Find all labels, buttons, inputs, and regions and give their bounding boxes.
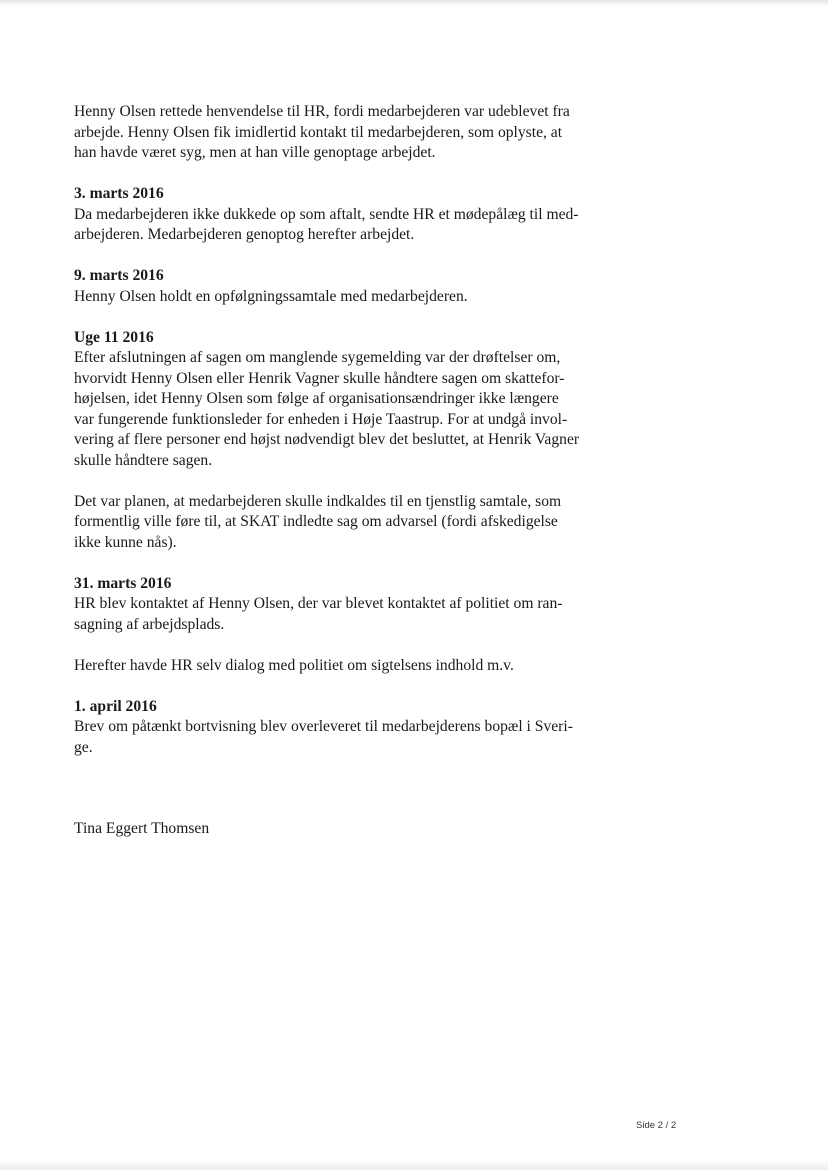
section-text-line: vering af flere personer end højst nødvendigt blev det besluttet, at Henrik Vagner bbox=[74, 431, 580, 448]
document-body bbox=[74, 102, 624, 855]
section-text-line: skulle håndtere sagen. bbox=[74, 451, 213, 469]
section-text-line: han havde været syg, men at han ville genoptage arbejdet. bbox=[74, 144, 436, 161]
section-text-line: Henny Olsen holdt en opfølgningssamtale med medarbejderen. bbox=[74, 287, 468, 305]
section-block bbox=[74, 656, 624, 677]
section-block bbox=[74, 492, 624, 554]
section-text-line: Brev om påtænkt bortvisning blev overleveret til medarbejderens bopæl i Sveri- bbox=[74, 718, 573, 735]
section-text-line: var fungerende funktionsleder for enheden i Høje Taastrup. For at undgå invol- bbox=[74, 410, 568, 428]
page-number: Side 2 / 2 bbox=[636, 1120, 677, 1131]
section-date-heading: 9. marts 2016 bbox=[74, 267, 164, 284]
section-text-line: arbejderen. Medarbejderen genoptog herefter arbejdet. bbox=[74, 226, 415, 243]
section-text-line: formentlig ville føre til, at SKAT indledte sag om advarsel (fordi afskedigelse bbox=[74, 513, 558, 530]
section-block bbox=[74, 102, 624, 164]
section-text-line: Henny Olsen rettede henvendelse til HR, fordi medarbejderen var udeblevet fra bbox=[74, 103, 570, 120]
section-text-line: HR blev kontaktet af Henny Olsen, der var blevet kontaktet af politiet om ran- bbox=[74, 595, 563, 612]
section-date-heading: 1. april 2016 bbox=[74, 697, 157, 715]
page-bottom-edge bbox=[0, 1160, 828, 1170]
section-text-line: Det var planen, at medarbejderen skulle indkaldes til en tjenstlig samtale, som bbox=[74, 492, 562, 510]
section-block bbox=[74, 574, 624, 636]
section-text-line: arbejde. Henny Olsen fik imidlertid kontakt til medarbejderen, som oplyste, at bbox=[74, 123, 563, 141]
section-text-line: Efter afslutningen af sagen om manglende sygemelding var der drøftelser om, bbox=[74, 349, 561, 366]
section-text-line: Herefter havde HR selv dialog med politiet om sigtelsens indhold m.v. bbox=[74, 656, 514, 674]
section-date-heading: 3. marts 2016 bbox=[74, 185, 164, 202]
section-date-heading: 31. marts 2016 bbox=[74, 574, 172, 592]
section-text-line: Da medarbejderen ikke dukkede op som aftalt, sendte HR et mødepålæg til med- bbox=[74, 205, 579, 223]
section-text-line: ge. bbox=[74, 738, 93, 756]
section-text-line: højelsen, idet Henny Olsen som følge af organisationsændringer ikke længere bbox=[74, 390, 559, 407]
section-date-heading: Uge 11 2016 bbox=[74, 328, 154, 346]
signature: Tina Eggert Thomsen bbox=[74, 820, 210, 837]
sections-container bbox=[74, 102, 624, 758]
page-top-edge bbox=[0, 0, 828, 6]
section-block bbox=[74, 266, 624, 307]
section-block bbox=[74, 184, 624, 246]
section-text-line: ikke kunne nås). bbox=[74, 533, 177, 551]
section-block bbox=[74, 697, 624, 759]
section-text-line: hvorvidt Henny Olsen eller Henrik Vagner skulle håndtere sagen om skattefor- bbox=[74, 369, 565, 387]
section-block bbox=[74, 328, 624, 472]
section-text-line: sagning af arbejdsplads. bbox=[74, 615, 225, 633]
